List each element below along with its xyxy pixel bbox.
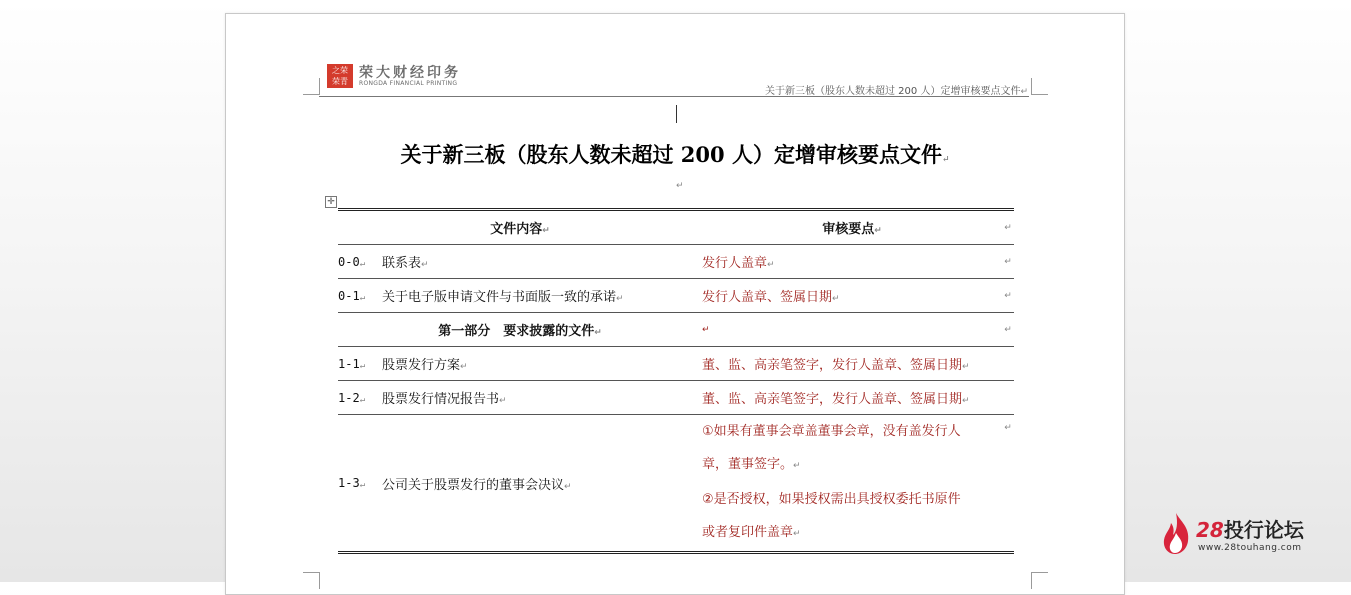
table-move-handle-icon[interactable]: ✛ bbox=[325, 196, 337, 208]
table-row bbox=[338, 415, 1014, 553]
row-code: 0-1↵ bbox=[338, 279, 382, 313]
crop-mark-bottom-left bbox=[303, 572, 320, 589]
table-row bbox=[338, 381, 1014, 415]
row-end-mark bbox=[1002, 347, 1014, 381]
header-rule bbox=[319, 96, 1029, 97]
row-end-mark: ↵ bbox=[1002, 245, 1014, 279]
document-page bbox=[225, 13, 1125, 595]
paragraph-mark-icon: ↵ bbox=[676, 181, 684, 191]
row-review-point: ↵ bbox=[702, 313, 1002, 347]
row-file-name: 公司关于股票发行的董事会决议↵ bbox=[382, 477, 572, 493]
forum-watermark bbox=[1156, 507, 1336, 563]
row-review-point: 发行人盖章、签属日期↵ bbox=[702, 279, 1002, 313]
row-end-mark bbox=[1002, 381, 1014, 415]
table-header-row bbox=[338, 210, 1014, 245]
crop-mark-bottom-right bbox=[1031, 572, 1048, 589]
review-line: ①如果有董事会章盖董事会章，没有盖发行人 bbox=[702, 424, 961, 439]
logo-chinese-name: 荣大财经印务 bbox=[359, 65, 461, 81]
row-code: 1-1↵ bbox=[338, 347, 382, 381]
table-section-row bbox=[338, 313, 1014, 347]
row-end-mark: ↵ bbox=[1002, 210, 1014, 245]
row-file-name: 股票发行情况报告书↵ bbox=[382, 381, 702, 415]
row-code: 1-2↵ bbox=[338, 381, 382, 415]
table-row bbox=[338, 245, 1014, 279]
row-end-mark: ↵ bbox=[1002, 313, 1014, 347]
flame-icon bbox=[1160, 511, 1192, 555]
review-points-table[interactable] bbox=[338, 208, 1014, 554]
table-row bbox=[338, 347, 1014, 381]
header-file-content: 文件内容↵ bbox=[338, 210, 702, 245]
row-end-mark: ↵ bbox=[1002, 279, 1014, 313]
header-review-points: 审核要点↵ bbox=[702, 210, 1002, 245]
review-line: 或者复印件盖章↵ bbox=[702, 525, 801, 540]
forum-name: 28投行论坛 bbox=[1196, 518, 1304, 542]
logo-mark-icon: 之荣 荣青 bbox=[327, 64, 353, 88]
running-header-title: 关于新三板（股东人数未超过 200 人）定增审核要点文件↵ bbox=[765, 86, 1028, 97]
row-file-name: 联系表↵ bbox=[382, 245, 702, 279]
forum-url: www.28touhang.com bbox=[1198, 543, 1302, 553]
row-file-name: 关于电子版申请文件与书面版一致的承诺↵ bbox=[382, 279, 702, 313]
table-row bbox=[338, 279, 1014, 313]
row-end-mark: ↵ bbox=[1004, 423, 1012, 433]
document-title[interactable]: 关于新三板（股东人数未超过 200 人）定增审核要点文件↵ bbox=[400, 142, 950, 167]
text-cursor[interactable] bbox=[676, 105, 677, 123]
logo-english-name: RONGDA FINANCIAL PRINTING bbox=[359, 80, 458, 87]
row-file-name: 股票发行方案↵ bbox=[382, 347, 702, 381]
row-review-point: 董、监、高亲笔签字，发行人盖章、签属日期↵ bbox=[702, 347, 1002, 381]
row-review-point: 发行人盖章↵ bbox=[702, 245, 1002, 279]
review-line: 章，董事签字。↵ bbox=[702, 457, 801, 472]
row-code: 0-0↵ bbox=[338, 245, 382, 279]
row-review-point: 董、监、高亲笔签字，发行人盖章、签属日期↵ bbox=[702, 381, 1002, 415]
row-code: 1-3↵ bbox=[338, 476, 366, 490]
crop-mark-top-left bbox=[303, 78, 320, 95]
row-review-point-multiline bbox=[702, 415, 1002, 553]
header-logo bbox=[327, 62, 492, 92]
crop-mark-top-right bbox=[1031, 78, 1048, 95]
review-line: ②是否授权，如果授权需出具授权委托书原件 bbox=[702, 492, 961, 507]
section-title: 第一部分 要求披露的文件↵ bbox=[338, 313, 702, 347]
